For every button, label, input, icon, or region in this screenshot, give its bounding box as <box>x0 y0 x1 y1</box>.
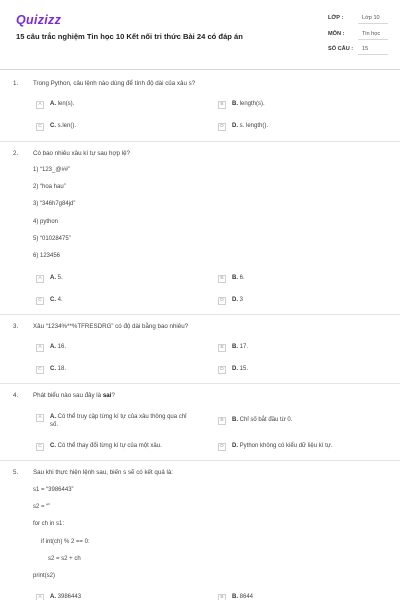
code-line: for ch in s1: <box>33 521 65 527</box>
statement-line: 1) “123_@##” <box>33 167 71 173</box>
quiz-page: Quizizz 15 câu trắc nghiệm Tin học 10 Kết nối tri thức Bài 24 có đáp án LỚP : Lớp 10 MÔN : Tin học SỐ CÂU : 15 1. Trong Python, câu lệnh nào dùng để tính độ dài của xâu s? A A. len(s). B B. length(s). C C. s.len(). D D. s. length(). 2. Có bao nhiêu xâu kí tự sau hợp lệ? 1) “123_@##” 2) “hoa hau” 3) “346h7g84jd” 4) python 5) “01028475” 6) 123456 A A. 5. B B. 6. C C. 4. D D. 3 3. Xâu “1234%**%TFRESDRG” có độ dài bằng bao nhiêu? A A. 16. B B. 17. C C. 18. D D. 15. 4. Phát biểu nào sau đây là sai? A A. Có thể truy cập từng kí tự của xâu thông qua chỉ số. B B. Chỉ số bắt đầu từ 0. C C. Có thể thay đổi từng kí tự của một xâu. D D. Python không có kiểu dữ liệu kí tự. 5. Sau khi thực hiện lệnh sau, biến s sẽ có kết quả là: s1 = “3986443” s2 = “” for ch in s1: if int(ch) % 2 == 0: s2 = s2 + ch print(s2) A A. 3986443 B B. 8644 <box>0 0 400 600</box>
option-letter-box: B <box>218 275 226 283</box>
option-letter-box: A <box>36 414 44 422</box>
question-divider <box>0 383 400 384</box>
document-title: 15 câu trắc nghiệm Tin học 10 Kết nối tri thức Bài 24 có đáp án <box>16 32 243 41</box>
option-letter-box: C <box>36 443 44 451</box>
option-letter-box: B <box>218 417 226 425</box>
question-number: 1. <box>13 80 19 87</box>
question-text: Sau khi thực hiện lệnh sau, biến s sẽ có kết quả là: <box>33 469 174 476</box>
meta-count-value: 15 <box>362 46 369 52</box>
meta-grade-value: Lớp 10 <box>362 15 380 21</box>
option-letter-box: A <box>36 101 44 109</box>
question-number: 5. <box>13 469 19 476</box>
statement-line: 5) “01028475” <box>33 236 71 242</box>
option-letter-box: D <box>218 443 226 451</box>
question-number: 4. <box>13 392 19 399</box>
option-letter-box: D <box>218 366 226 374</box>
question-number: 3. <box>13 323 19 330</box>
question-text: Phát biểu nào sau đây là sai? <box>33 392 115 399</box>
code-line: s2 = s2 + ch <box>48 556 81 562</box>
statement-line: 3) “346h7g84jd” <box>33 201 76 207</box>
question-divider <box>0 141 400 142</box>
meta-grade-label: LỚP : <box>328 15 344 21</box>
question-text: Có bao nhiêu xâu kí tự sau hợp lệ? <box>33 150 130 157</box>
code-line: print(s2) <box>33 573 56 579</box>
code-line: if int(ch) % 2 == 0: <box>41 539 90 545</box>
option-letter-box: A <box>36 275 44 283</box>
meta-subject-value: Tin học <box>362 31 381 37</box>
option-letter-box: B <box>218 101 226 109</box>
header-divider <box>0 69 400 70</box>
option-letter-box: C <box>36 123 44 131</box>
quizizz-logo: Quizizz <box>16 13 62 27</box>
meta-underline <box>358 54 388 55</box>
code-line: s2 = “” <box>33 504 51 510</box>
statement-line: 6) 123456 <box>33 253 61 259</box>
option-letter-box: B <box>218 594 226 600</box>
statement-line: 4) python <box>33 219 59 225</box>
question-divider <box>0 460 400 461</box>
meta-underline <box>358 39 388 40</box>
statement-line: 2) “hoa hau” <box>33 184 66 190</box>
emphasis-word: sai <box>102 392 112 399</box>
code-line: s1 = “3986443” <box>33 487 74 493</box>
option-letter-box: B <box>218 344 226 352</box>
option-letter-box: A <box>36 594 44 600</box>
question-text: Trong Python, câu lệnh nào dùng để tính độ dài của xâu s? <box>33 80 196 87</box>
option-letter-box: C <box>36 297 44 305</box>
question-text: Xâu “1234%**%TFRESDRG” có độ dài bằng bao nhiêu? <box>33 323 189 330</box>
meta-underline <box>358 23 388 24</box>
question-divider <box>0 314 400 315</box>
option-letter-box: D <box>218 297 226 305</box>
option-letter-box: A <box>36 344 44 352</box>
option-letter-box: D <box>218 123 226 131</box>
meta-subject-label: MÔN : <box>328 31 345 37</box>
option-letter-box: C <box>36 366 44 374</box>
question-number: 2. <box>13 150 19 157</box>
meta-count-label: SỐ CÂU : <box>328 46 354 52</box>
